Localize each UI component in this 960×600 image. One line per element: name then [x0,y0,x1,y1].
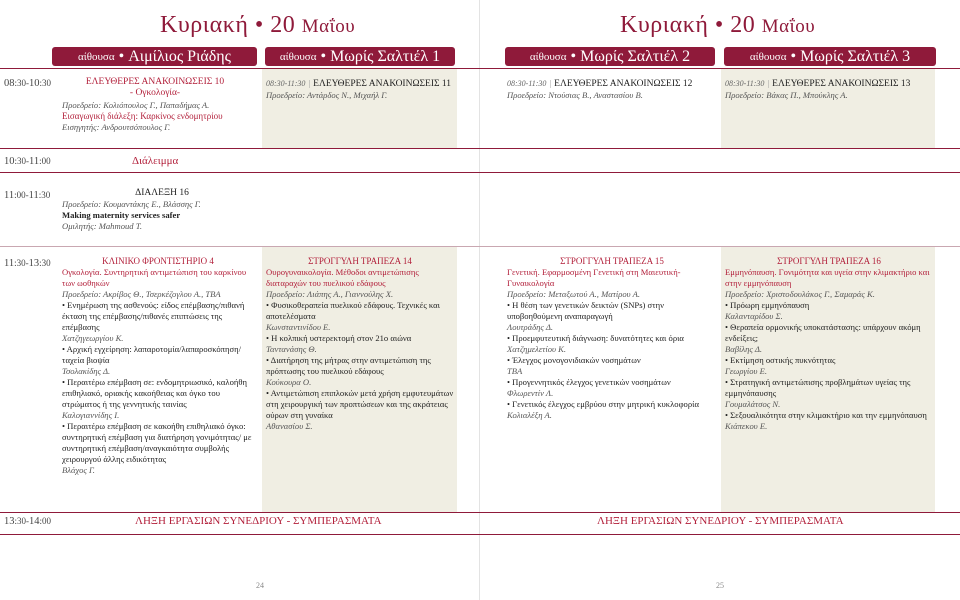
session-subtitle: Ουρογυναικολογία. Μέθοδοι αντιμετώπισης διαταραχών του πυελικού εδάφους [266,267,419,288]
talk-item: • Αρχική εγχείρηση: λαπαροτομία/λαπαροσκόπηση/ταχεία βιοψία Τσολακίδης Δ. [62,344,242,376]
closing-label-left: ΛΗΞΗ ΕΡΓΑΣΙΩΝ ΣΥΝΕΔΡΙΟΥ - ΣΥΜΠΕΡΑΣΜΑΤΑ [135,515,382,527]
lecture-16 [62,188,262,232]
session-chair: Προεδρείο: Μεταξωτού Α., Ματίρου Α. [507,289,640,299]
session-subtitle: - Ογκολογία- [129,88,181,98]
session-title: ΣΤΡΟΓΓΥΛΗ ΤΡΑΠΕΖΑ 16 [777,256,881,266]
session-chair: Προεδρείο: Βάκας Π., Μπούκλης Α. [725,90,848,100]
break-label: Διάλειμμα [132,155,179,167]
page-number-left: 24 [256,581,264,590]
talk-item: • Πρόωρη εμμηνόπαυση Καλανταρίδου Σ. [725,300,810,321]
session-chair: Προεδρείο: Ντούσιας Β., Αναστασίου Β. [507,90,643,100]
talk-item: • Γενετικός έλεγχος εμβρύου στην μητρική κυκλοφορία Κολιαλέξη Α. [507,399,699,420]
session-chair: Προεδρείο: Χριστοδουλάκος Γ., Σαμαράς Κ. [725,289,875,299]
session-free-comm-10 [60,77,250,99]
session-chair: Προεδρείο: Λιάπης Α., Γιαννούλης Χ. [266,289,394,299]
talk-item: • Θεραπεία ορμονικής υποκατάστασης: υπάρχουν ακόμη ενδείξεις; Βαβίλης Δ. [725,322,921,354]
talk-item: • Εκτίμηση οστικής πυκνότητας Γεωργίου Ε. [725,355,836,376]
session-title: ΣΤΡΟΓΓΥΛΗ ΤΡΑΠΕΖΑ 15 [560,256,664,266]
session-title: ΕΛΕΥΘΕΡΕΣ ΑΝΑΚΟΙΝΩΣΕΙΣ 10 [85,77,225,87]
talk-item: • Σεξουαλικότητα στην κλιμακτήριο και την εμμηνόπαυση Κιάπεκου Ε. [725,410,927,431]
time-slot1: 08:30-10:30 [4,78,52,89]
session-subtitle: Εμμηνόπαυση. Γονιμότητα και υγεία στην κλιμακτήριο και στην εμμηνόπαυση [725,267,930,288]
hall-header-riadis: αίθουσα • Αιμίλιος Ριάδης [52,47,257,66]
talk-item: • Προεμφυτευτική διάγνωση: δυνατότητες και όρια Χατζημελετίου Κ. [507,333,684,354]
talk-item: • Φυσικοθεραπεία πυελικού εδάφους. Τεχνικές και αποτελέσματα Κωνσταντινίδου Ε. [266,300,440,332]
rule-after-break [0,172,960,173]
rule-before-break [0,148,960,149]
session-subtitle: Γενετική. Εφαρμοσμένη Γενετική στη Μαιευτική-Γυναικολογία [507,267,681,288]
talk-item: • Περαιτέρω επέμβαση σε κακοήθη επιθηλιακό όγκο: συντηρητική επέμβαση για διατήρηση γονιμότητας/ με συντηρητική επέμβαση/αναγκαιότητα συμβολής χειρουργού άλλης ειδικότητας Βλάχος Γ. [62,421,252,475]
talk-item: • Διατήρηση της μήτρας στην αντιμετώπιση της πρόπτωσης του πυελικού εδάφους Κούκουρα Ο. [266,355,431,387]
lecture-title: ΔΙΑΛΕΞΗ 16 [135,188,189,198]
talk-item: • Αντιμετώπιση επιπλοκών μετά χρήση εμφυτευμάτων στη χειρουργική των προπτώσεων και της ακράτειας ούρων στη γυναίκα Αθανασίου Σ. [266,388,454,431]
hall-header-saltiel-3: αίθουσα • Μωρίς Σαλτιέλ 3 [724,47,936,66]
talk-item: • Περαιτέρω επέμβαση σε: ενδομητριωσικό, καλοήθη επιθηλιακό, οριακής κακοήθειας και όγκο του στρώματος ή της γεννητικής ταινίας Καλογιαννίδης Ι. [62,377,247,420]
round-table-14 [266,256,454,432]
session-chair: Προεδρείο: Ακρίβος Θ., Τσερκέζογλου Α., ΤΒΑ [62,289,221,299]
intro-speaker: Εισηγητής: Ανδρουτσόπουλος Γ. [62,122,171,132]
rule-top [0,68,960,69]
session-title: ΣΤΡΟΓΓΥΛΗ ΤΡΑΠΕΖΑ 14 [308,256,412,266]
closing-label-right: ΛΗΞΗ ΕΡΓΑΣΙΩΝ ΣΥΝΕΔΡΙΟΥ - ΣΥΜΠΕΡΑΣΜΑΤΑ [597,515,844,527]
session-free-comm-10-details [62,100,254,133]
session-subtitle: Ογκολογία. Συντηρητική αντιμετώπιση του καρκίνου των ωοθηκών [62,267,247,288]
session-chair: Προεδρείο: Αντάρδος Ν., Μιχαήλ Γ. [266,90,388,100]
talk-item: • Ενημέρωση της ασθενούς: είδος επέμβασης/πιθανή έκταση της επέμβασης/πιθανές επιπτώσεις της επέμβασης Χατζηγεωργίου Κ. [62,300,245,343]
talk-item: • Η θέση των γενετικών δεικτών (SNPs) στην υποβοηθούμενη αναπαραγωγή Λουτράδης Δ. [507,300,665,332]
right-page-day-title: Κυριακή • 20 Μαΐου [620,12,816,38]
hall-header-saltiel-2: αίθουσα • Μωρίς Σαλτιέλ 2 [505,47,715,66]
talk-item: • Στρατηγική αντιμετώπισης προβλημάτων υγείας της εμμηνόπαυσης Γουμαλάτσος Ν. [725,377,911,409]
time-slot3: 11:30-13:30 [4,258,51,269]
clinical-tutorial-4 [62,256,254,476]
session-title: ΚΛΙΝΙΚΟ ΦΡΟΝΤΙΣΤΗΡΙΟ 4 [102,256,214,266]
session-free-comm-12: 08:30-11:30 | ΕΛΕΥΘΕΡΕΣ ΑΝΑΚΟΙΝΩΣΕΙΣ 12 Προεδρείο: Ντούσιας Β., Αναστασίου Β. [507,78,717,101]
rule-before-slot3 [0,246,960,247]
session-free-comm-11: 08:30-11:30 | ΕΛΕΥΘΕΡΕΣ ΑΝΑΚΟΙΝΩΣΕΙΣ 11 Προεδρείο: Αντάρδος Ν., Μιχαήλ Γ. [266,78,456,101]
lecture-speaker: Ομιλητής: Mahmoud T. [62,221,143,231]
rule-after-closing [0,534,960,535]
hall-header-saltiel-1: αίθουσα • Μωρίς Σαλτιέλ 1 [265,47,455,66]
time-break: 10:30-11:00 [4,156,51,167]
talk-item: • Η κολπική υστερεκτομή στον 21ο αιώνα Ταντανάσης Θ. [266,333,412,354]
lecture-topic: Making maternity services safer [62,210,181,220]
session-free-comm-13: 08:30-11:30 | ΕΛΕΥΘΕΡΕΣ ΑΝΑΚΟΙΝΩΣΕΙΣ 13 Προεδρείο: Βάκας Π., Μπούκλης Α. [725,78,935,101]
intro-lecture: Εισαγωγική διάλεξη: Καρκίνος ενδομητρίου [62,111,223,121]
left-page-day-title: Κυριακή • 20 Μαΐου [160,12,356,38]
lecture-chair: Προεδρείο: Κουμαντάκης Ε., Βλάσσης Γ. [62,199,201,209]
session-chair: Προεδρείο: Κολιόπουλος Γ., Παπαδήμας Α. [62,100,210,110]
talk-item: • Έλεγχος μονογονιδιακών νοσημάτων ΤΒΑ [507,355,641,376]
round-table-15 [507,256,717,421]
page-gutter [479,0,480,600]
talk-item: • Προγεννητικός έλεγχος γενετικών νοσημάτων Φλωρεντίν Λ. [507,377,671,398]
rule-before-closing [0,512,960,513]
time-lecture-16: 11:00-11:30 [4,190,51,201]
round-table-16 [725,256,933,432]
time-closing: 13:30-14:00 [4,516,52,527]
page-number-right: 25 [716,581,724,590]
